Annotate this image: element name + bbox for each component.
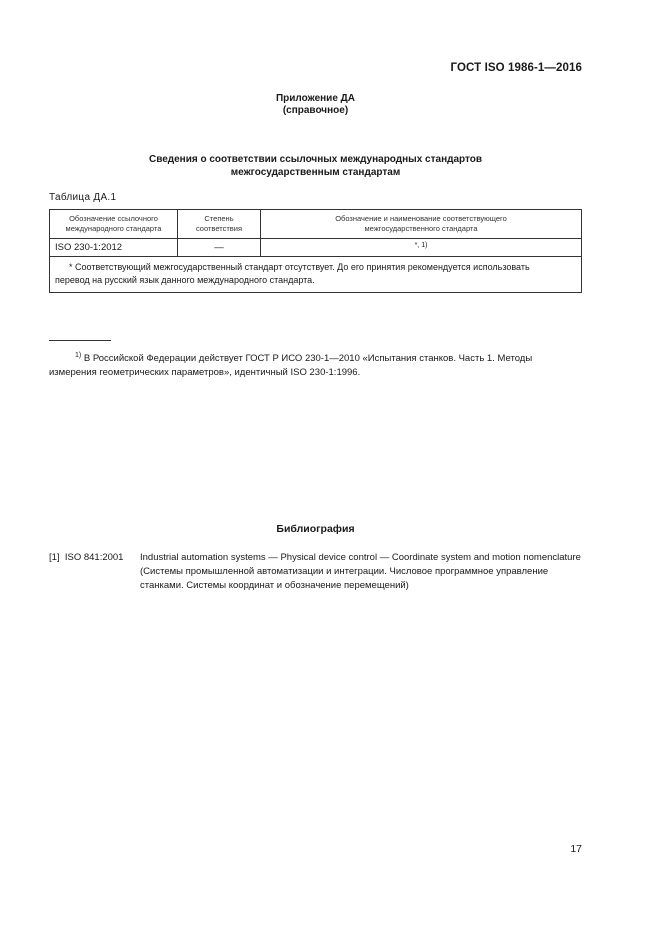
footnote-text: В Российской Федерации действует ГОСТ Р ИСО 230-1—2010 «Испытания станков. Часть 1. Методы измерения геометрических параметров», идентичный ISO 230-1:1996.	[49, 353, 533, 379]
section-title	[0, 153, 631, 179]
cell-reference: ISO 230-1:2012	[50, 239, 178, 257]
table-note-line1: * Соответствующий межгосударственный стандарт отсутствует. До его принятия рекомендуется использовать	[69, 262, 530, 272]
cell-degree: —	[178, 239, 261, 257]
correspondence-table	[49, 209, 582, 293]
footnote-divider	[49, 340, 111, 341]
table-header-row	[50, 210, 582, 239]
header-col3-line1: Обозначение и наименование соответствующего	[335, 214, 507, 223]
header-national-standard	[261, 210, 582, 239]
footnote	[49, 349, 582, 380]
header-col2-line1: Степень	[204, 214, 234, 223]
section-title-line1: Сведения о соответствии ссылочных международных стандартов	[148, 154, 483, 165]
table-row	[50, 239, 582, 257]
footnote-marker: 1)	[75, 352, 82, 359]
appendix-title: Приложение ДА	[275, 93, 356, 104]
cell-national: *, 1)	[261, 239, 582, 257]
header-col1-line1: Обозначение ссылочного	[69, 214, 158, 223]
appendix-subtitle: (справочное)	[282, 105, 349, 116]
header-col3-line2: межгосударственного стандарта	[364, 224, 478, 233]
table-caption: Таблица ДА.1	[49, 192, 117, 203]
header-col2-line2: соответствия	[195, 224, 243, 233]
bibliography-text: Industrial automation systems — Physical device control — Coordinate system and motion nomenclature (Системы промышленной автоматизации и интеграции. Числовое программное управление станками. Системы координат и обозначение перемещений)	[140, 552, 581, 591]
standard-code: ГОСТ ISO 1986-1—2016	[450, 62, 582, 74]
section-title-line2: межгосударственным стандартам	[230, 167, 401, 178]
header-degree	[178, 210, 261, 239]
header-col1-line2: международного стандарта	[65, 224, 162, 233]
table-note	[50, 257, 582, 293]
bibliography-title: Библиография	[276, 523, 355, 535]
table-note-line2: перевод на русский язык данного международного стандарта.	[55, 275, 315, 285]
bibliography-ref: [1] ISO 841:2001	[49, 552, 124, 563]
header-reference-standard	[50, 210, 178, 239]
appendix-heading	[0, 93, 631, 117]
table-note-row	[50, 257, 582, 293]
page-number: 17	[570, 843, 582, 855]
